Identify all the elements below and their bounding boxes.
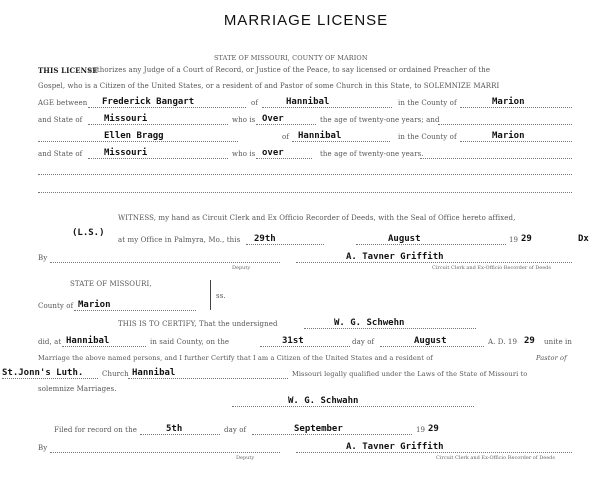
witness-year-prefix: 19 <box>509 236 519 244</box>
witness-by-label: By <box>38 254 48 262</box>
cert-day: 31st <box>282 336 304 346</box>
in-county-label: in the County of <box>398 99 457 107</box>
cert-officiant-signature: W. G. Schwahn <box>288 396 359 406</box>
cert-in-said-county: in said County, on the <box>150 338 230 346</box>
of-label: of <box>251 99 259 107</box>
bride-state: Missouri <box>104 148 148 158</box>
cert-pastor-of: Pastor of <box>536 354 567 362</box>
cert-lead: THIS IS TO CERTIFY, That the undersigned <box>118 320 278 328</box>
witness-text-line1: WITNESS, my hand as Circuit Clerk and Ex Officio Recorder of Deeds, with the Seal of Office hereto affixed, <box>118 214 516 222</box>
witness-signer: A. Tavner Griffith <box>346 252 444 262</box>
who-is-label: who is <box>232 116 256 124</box>
bride-county: Marion <box>492 131 525 141</box>
cert-line4: solemnize Marriages. <box>38 385 117 393</box>
cert-church-label: Church <box>102 370 129 378</box>
groom-city: Hannibal <box>286 97 330 107</box>
age-label: the age of twenty-one years; and <box>320 116 440 124</box>
record-signer-title: Circuit Clerk and Ex-Officio Recorder of Deeds <box>436 455 555 461</box>
bride-name: Ellen Bragg <box>104 131 164 141</box>
bride-age: over <box>262 148 284 158</box>
groom-state: Missouri <box>104 114 148 124</box>
cert-year: 29 <box>524 336 535 346</box>
cert-line3: Missouri legally qualified under the Laws of the State of Missouri to <box>292 370 528 378</box>
cert-did-at: did, at <box>38 338 62 346</box>
cert-month: August <box>414 336 447 346</box>
witness-deputy-label: Deputy <box>232 265 251 271</box>
document-title: MARRIAGE LICENSE <box>223 12 389 29</box>
cert-unite-in: unite in <box>544 338 572 346</box>
license-text-line1: authorizes any Judge of a Court of Record, or Justice of the Peace, to say licensed or ordained Preacher of the <box>88 66 491 74</box>
bride-city: Hannibal <box>298 131 342 141</box>
cert-ad-label: A. D. 19 <box>488 338 518 346</box>
witness-day: 29th <box>254 234 276 244</box>
witness-text-line2: at my Office in Palmyra, Mo., this <box>118 236 241 244</box>
record-deputy-label: Deputy <box>236 455 255 461</box>
license-text-line3: AGE between <box>38 99 88 107</box>
cert-church: St.Jonn's Luth. <box>2 368 84 378</box>
bride-who-is-label: who is <box>232 150 256 158</box>
cert-place: Hannibal <box>66 336 110 346</box>
witness-year: 29 <box>521 234 532 244</box>
groom-name: Frederick Bangart <box>102 97 195 107</box>
and-state-label: and State of <box>38 116 83 124</box>
license-lead: THIS LICENSE <box>38 66 98 75</box>
cert-state-label: STATE OF MISSOURI, <box>70 280 152 288</box>
margin-mark: Dx <box>578 234 589 244</box>
cert-county: Marion <box>78 300 111 310</box>
seal-mark: (L.S.) <box>72 228 105 238</box>
groom-county: Marion <box>492 97 525 107</box>
groom-age: Over <box>262 114 284 124</box>
cert-officiant: W. G. Schwehn <box>334 318 405 328</box>
bride-age-label: the age of twenty-one years. <box>320 150 424 158</box>
filed-day-of: day of <box>224 426 247 434</box>
filed-year-prefix: 19 <box>416 426 426 434</box>
filed-year: 29 <box>428 424 439 434</box>
witness-signer-title: Circuit Clerk and Ex-Officio Recorder of Deeds <box>432 265 551 271</box>
filed-day: 5th <box>166 424 183 434</box>
bride-state-label: and State of <box>38 150 83 158</box>
license-text-line2: Gospel, who is a Citizen of the United States, or a resident of and Pastor of some Church in this State, to SOLEMNIZE MARRI <box>38 82 500 90</box>
witness-month: August <box>388 234 421 244</box>
record-by-label: By <box>38 444 48 452</box>
cert-line2: Marriage the above named persons, and I further Certify that I am a Citizen of the United States and a resident of <box>38 354 433 362</box>
filed-label: Filed for record on the <box>54 426 137 434</box>
filed-month: September <box>294 424 343 434</box>
bride-in-county-label: in the County of <box>398 133 457 141</box>
state-county-header: STATE OF MISSOURI, COUNTY OF MARION <box>214 54 368 62</box>
cert-ss: ss. <box>216 292 226 300</box>
cert-day-of: day of <box>352 338 375 346</box>
cert-county-label: County of <box>38 302 74 310</box>
record-signer: A. Tavner Griffith <box>346 442 444 452</box>
cert-church-city: Hannibal <box>132 368 176 378</box>
bride-of-label: of <box>282 133 290 141</box>
